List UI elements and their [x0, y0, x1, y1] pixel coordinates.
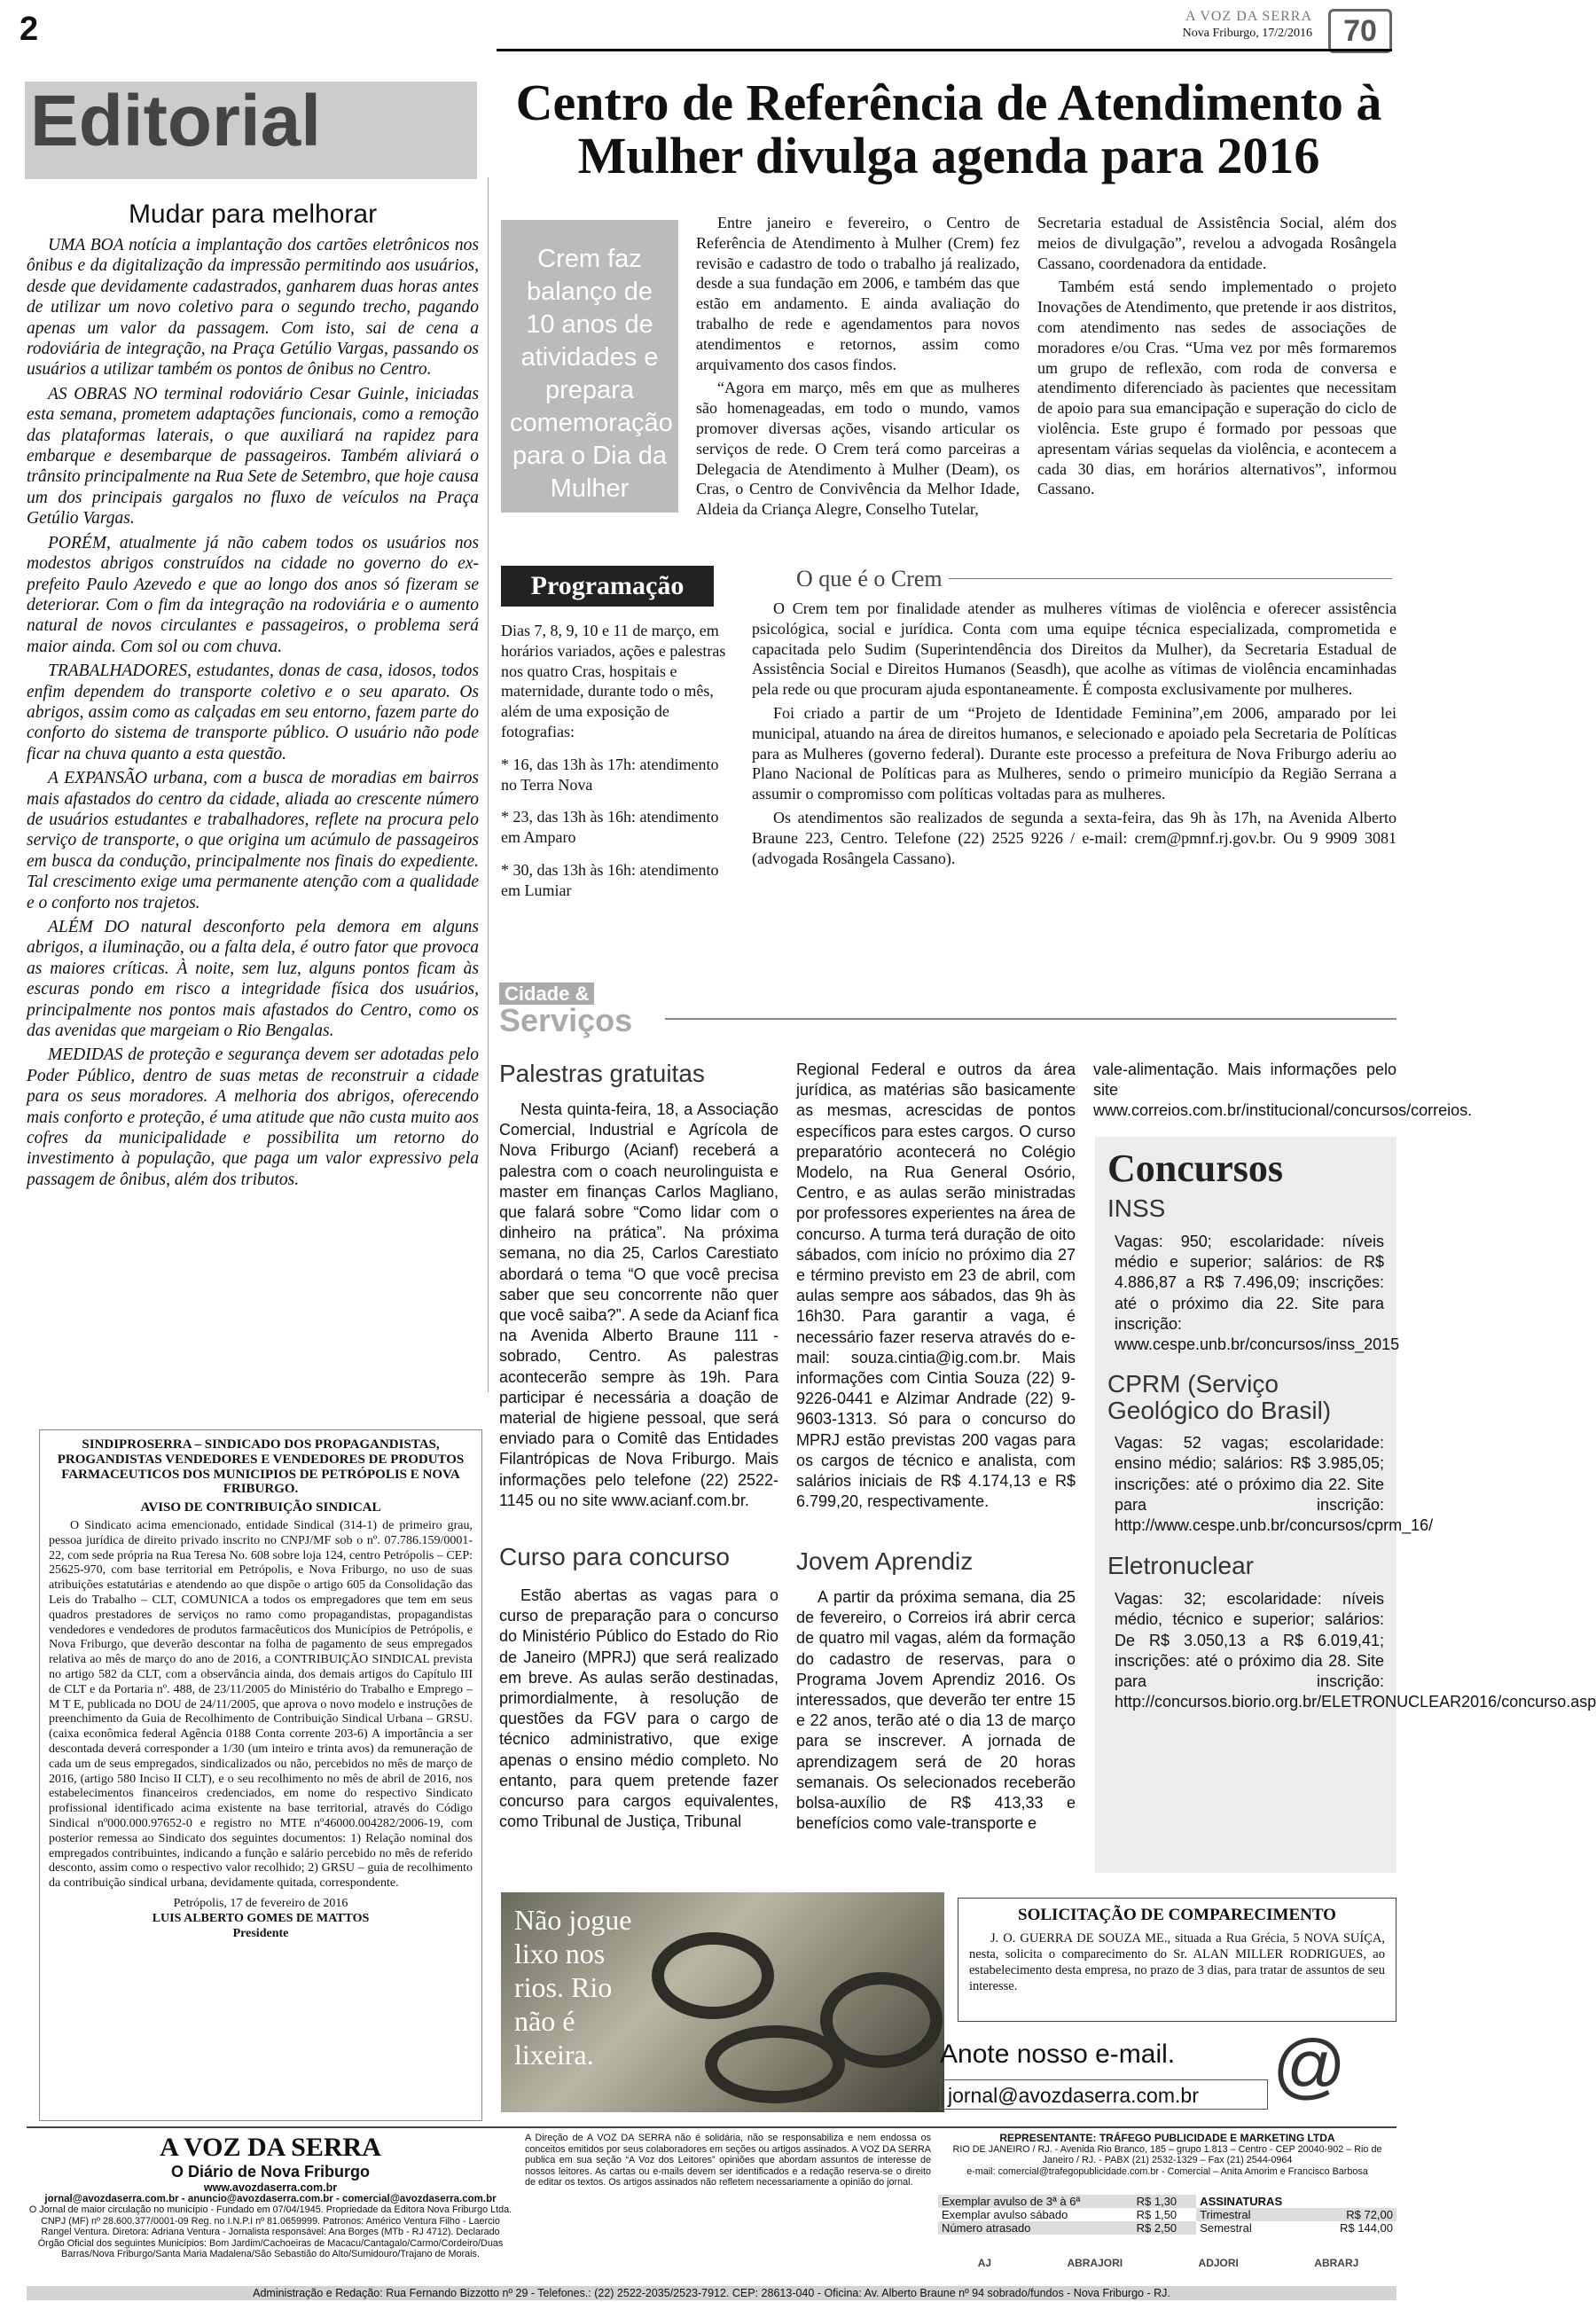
contact-email[interactable]: jornal@avozdaserra.com.br — [940, 2079, 1268, 2110]
representante-title: REPRESENTANTE: TRÁFEGO PUBLICIDADE E MARKETING LTDA — [999, 2132, 1335, 2144]
programacao-item: * 16, das 13h às 17h: atendimento no Terra Nova — [501, 755, 719, 794]
tire-shape — [820, 1972, 943, 2068]
concurso-name: INSS — [1107, 1194, 1166, 1222]
editorial-paragraph: TRABALHADORES, estudantes, donas de casa, idosos, todos enfim dependem do transporte coletivo e o seu aparato. Os abrigos, assim como as calçadas em seu entorno, fazem parte do conforto do sistema de transporte público. O usuário não pode ficar na chuva quanto a esta questão. — [27, 662, 479, 763]
paper-name: A VOZ DA SERRA — [1185, 9, 1312, 24]
article-headline: Centro de Referência de Atendimento à Mulher divulga agenda para 2016 — [515, 74, 1382, 184]
oque-title: O que é o Crem — [796, 566, 943, 591]
solicitacao-title: SOLICITAÇÃO DE COMPARECIMENTO — [1018, 1906, 1336, 1924]
footer-subtitle: O Diário de Nova Friburgo — [170, 2163, 371, 2181]
abrarj-logo: ABRARJ — [1314, 2257, 1359, 2269]
footer-rule — [27, 2126, 1396, 2128]
editorial-paragraph: AS OBRAS NO terminal rodoviário Cesar Guinle, iniciadas esta semana, prometem adaptações funcionais, como a remoção das plataformas laterais, o que auxiliará na rapidez para embarque e desembarque de passageiros. Também aliviará o trânsito principalmente na Rua Sete de Setembro, que hoje causa um dos principais gargalos no fluxo de veículos na Praça Getúlio Vargas. — [27, 384, 479, 529]
servicos-section-header — [499, 983, 1396, 1038]
price-row — [938, 2195, 1396, 2208]
footer-site[interactable]: www.avozdaserra.com.br — [203, 2181, 338, 2194]
concurso-name: Eletronuclear — [1107, 1552, 1254, 1580]
article-paragraph: Também está sendo implementado o projeto Inovações de Atendimento, que pretende ir aos distritos, com atendimento nas sedes de associações de moradores e/ou Cras. “Uma vez por mês formaremos um grupo de reflexão, com roda de conversa e atendimento diferenciado às pacientes que necessitam de apoio para sua emancipação e superação do ciclo de violência. Este grupo é formado por pessoas que apresentam várias sequelas da violência, e acontecem a cada 30 dias, em horários alternativos”, informou Cassano. — [1037, 278, 1396, 498]
concurso-text: Vagas: 32; escolaridade: níveis médio, técnico e superior; salários: De R$ 3.050,13 a R$ 6.019,41; inscrições: até o próximo dia 28. Site para inscrição: http://concursos.biorio.org.br/ELETRONUCLEAR2016/concurso.asp — [1115, 1590, 1596, 1711]
prices-table — [938, 2195, 1396, 2235]
assinaturas-title: ASSINATURAS — [1200, 2195, 1283, 2208]
sindicato-notice — [39, 1429, 482, 2121]
concursos-title: Concursos — [1107, 1147, 1284, 1190]
concurso-name: CPRM (Serviço Geológico do Brasil) — [1107, 1370, 1332, 1425]
oque-rule — [949, 578, 1392, 579]
association-logos — [940, 2257, 1396, 2269]
oque-paragraph: Os atendimentos são realizados de segunda a sexta-feira, das 9h às 17h, na Avenida Alberto Braune 223, Centro. Telefone (22) 2525 9226 / e-mail: crem@pmnf.rj.gov.br. Ou 9 9909 3081 (advogada Rosângela Cassano). — [752, 808, 1396, 867]
oque-paragraph: O Crem tem por finalidade atender as mulheres vítimas de violência e oferecer assistência psicológica, social e jurídica. Conta com uma equipe técnica especializada, comprometida e capacitada pelo Sudim (Superintendência dos Direitos da Mulher), da Secretaria Estadual de Assistência Social e Direitos Humanos (Seasdh), que acolhe as vítimas de violência encaminhadas pela rede ou que procuram ajuda espontaneamente. É composta exclusivamente por mulheres. — [752, 599, 1396, 699]
anote-label: Anote nosso e-mail. — [940, 2040, 1176, 2069]
servicos-kicker: Cidade & — [499, 983, 594, 1005]
price-label: Número atrasado — [938, 2221, 1133, 2235]
solicitacao-notice — [958, 1898, 1396, 2022]
price-value: R$ 1,30 — [1133, 2195, 1197, 2208]
footer-paper-name: A VOZ DA SERRA — [160, 2133, 381, 2162]
concurso-text: Vagas: 950; escolaridade: níveis médio e superior; salários: de R$ 4.886,87 a R$ 7.496,09; inscrições: até o próximo dia 22. Site para inscrição: www.cespe.unb.br/concursos/inss_2015 — [1115, 1233, 1400, 1354]
footer-bottom-bar: Administração e Redação: Rua Fernando Bizzotto nº 29 - Telefones.: (22) 2522-2035/2523-7912. CEP: 28613-040 - Oficina: Av. Alberto Braune nº 94 sobrado/fundos - Nova Friburgo - RJ. — [27, 2286, 1396, 2300]
campaign-image — [501, 1892, 944, 2112]
article-paragraph: Entre janeiro e fevereiro, o Centro de Referência de Atendimento à Mulher (Crem) fez revisão e cadastro de todo o trabalho já realizado, desde a sua fundação em 2006, e também das que estão em andamento. E ainda avaliação do trabalho de rede e agendamentos para novos atendimentos e retornos, assim como arquivamento dos casos findos. — [696, 214, 1020, 373]
assinatura-value: R$ 72,00 — [1316, 2208, 1396, 2221]
concurso-text: Vagas: 52 vagas; escolaridade: ensino médio; salários: R$ 3.985,05; inscrições: até o próximo dia 22. Site para inscrição: http://www.cespe.unb.br/concursos/cprm_16/ — [1115, 1434, 1434, 1535]
curso-text: Estão abertas as vagas para o curso de preparação para o concurso do Ministério Público do Estado do Rio de Janeiro (MPRJ) que será realizado em breve. As aulas serão destinadas, primordialmente, à resolução de questões da FGV para o cargo de técnico administrativo, que exige apenas o ensino médio completo. No entanto, para quem pretende fazer concurso para cargos equivalentes, como Tribunal de Justiça, Tribunal — [499, 1586, 778, 1831]
aj-logo: AJ — [977, 2257, 992, 2269]
price-value: R$ 1,50 — [1136, 2208, 1177, 2221]
sindicato-heading: SINDIPROSERRA – SINDICADO DOS PROPAGANDISTAS, PROGANDISTAS VENDEDORES E VENDEDORES DE PRODUTOS FARMACEUTICOS DOS MUNICIPIOS DE PETRÓPOLIS E NOVA FRIBURGO. — [57, 1437, 465, 1497]
sindicato-place-date: Petrópolis, 17 de fevereiro de 2016 — [173, 1896, 348, 1910]
palestras-title: Palestras gratuitas — [499, 1060, 705, 1087]
sindicato-subheading: AVISO DE CONTRIBUIÇÃO SINDICAL — [140, 1500, 381, 1515]
footer-disclaimer: A Direção de A VOZ DA SERRA não é solidária, não se responsabiliza e nem endossa os conceitos emitidos por seus colaboradores em seções ou artigos assinados. A VOZ DA SERRA publica em sua seção “A Voz dos Leitores” opiniões que abordam assuntos de interesse de nossos leitores. As cartas ou e-mails devem ser identificados e a redação reserva-se o direito de editar os textos. Os artigos assinados não refletem necessariamente a opinião do jornal. — [525, 2133, 931, 2188]
servicos-rule — [665, 1018, 1396, 1020]
servicos-col3-top — [1093, 1060, 1473, 1125]
concursos-box — [1095, 1137, 1596, 1873]
assinatura-value: R$ 144,00 — [1340, 2221, 1393, 2235]
price-label: Exemplar avulso de 3ª à 6ª — [938, 2195, 1133, 2208]
oque-paragraph: Foi criado a partir de um “Projeto de Identidade Feminina”,em 2006, amparado por lei municipal, atuando na área de direitos humanos, e selecionado e apoiado pela Secretaria de Políticas para as Mulheres (governo federal). Durante este processo a prefeitura de Nova Friburgo aderiu ao Plano Nacional de Políticas para as Mulheres, sendo o primeiro município da Região Serrana a assumir o compromisso com políticas voltadas para as mulheres. — [752, 703, 1396, 803]
jovem-body — [796, 1587, 1076, 1837]
column-divider — [488, 177, 489, 1392]
price-row — [938, 2221, 1396, 2235]
price-row — [938, 2208, 1396, 2221]
jovem-text: A partir da próxima semana, dia 25 de fevereiro, o Correios irá abrir cerca de quatro mil vagas, além da formação do cadastro de reservas, para o Programa Jovem Aprendiz 2016. Os interessados, que deverão ter entre 15 e 22 anos, terão até o dia 13 de março para se inscrever. A jornada de aprendizagem será de 20 horas semanais. Os selecionados receberão bolsa-auxílio de R$ 413,33 e benefícios como vale-transporte e — [796, 1588, 1076, 1833]
jovem-title: Jovem Aprendiz — [796, 1547, 974, 1575]
oque-body — [752, 599, 1396, 872]
at-sign-icon: @ — [1272, 2025, 1347, 2106]
correios-info: vale-alimentação. Mais informações pelo site www.correios.com.br/institucional/concursos/correios. — [1093, 1061, 1473, 1120]
assinatura-label: Semestral — [1200, 2221, 1252, 2235]
article-sidebar-text: Crem faz balanço de 10 anos de atividades e prepara comemoração para o Dia da Mulher — [510, 245, 673, 503]
palestras-body — [499, 1100, 778, 1515]
programacao-intro: Dias 7, 8, 9, 10 e 11 de março, em horários variados, ações e palestras nos quatro Cras, hospitais e maternidade, durante todo o mês, além de uma exposição de fotografias: — [501, 622, 726, 740]
footer-credits: O Jornal de maior circulação no município - Fundado em 07/04/1945. Propriedade da Editora Nova Friburgo Ltda. CNPJ (MF) nº 28.600.377/0001-09 Reg. no I.N.P.I nº 81.0659999. Patronos: Américo Ventura Filho - Laercio Rangel Ventura. Diretora: Adriana Ventura - Jornalista responsável: Ana Borges (MTb - RJ 4712). Declarado Órgão Oficial dos seguintes Municípios: Bom Jardim/Cachoeiras de Macacu/Cantagalo/Carmo/Cordeiro/Duas Barras/Nova Friburgo/Santa Maria Madalena/São Sebastião do Alto/Sumidouro/Trajano de Morais. — [28, 2204, 512, 2260]
article-col2 — [1037, 213, 1396, 503]
tire-shape — [652, 1932, 774, 2019]
representante-address: RIO DE JANEIRO / RJ. - Avenida Rio Branco, 185 – grupo 1.813 – Centro - CEP 20040-902 – Rio de Janeiro / RJ. - PABX (21) 2532-1329 – Fax (21) 2544-0964 — [952, 2143, 1382, 2166]
article-sidebar — [501, 220, 678, 513]
programacao-body — [501, 621, 727, 904]
sindicato-signer: LUIS ALBERTO GOMES DE MATTOS — [152, 1911, 370, 1925]
solicitacao-text: J. O. GUERRA DE SOUZA ME., situada a Rua Grécia, 5 NOVA SUÍÇA, nesta, solicita o comparecimento do Sr. ALAN MILLER RODRIGUES, ao estabelecimento desta empresa, no prazo de 3 dias, para tratar de assuntos de seu interesse. — [969, 1931, 1385, 1993]
editorial-title: Mudar para melhorar — [128, 200, 378, 229]
price-value: R$ 2,50 — [1133, 2221, 1197, 2235]
curso-body — [499, 1586, 778, 1836]
programacao-item: * 30, das 13h às 16h: atendimento em Lumiar — [501, 860, 719, 899]
page-date: Nova Friburgo, 17/2/2016 — [1182, 27, 1312, 40]
editorial-label: Editorial — [30, 81, 322, 161]
servicos-section-title: Serviços — [499, 1002, 633, 1038]
programacao-item: * 23, das 13h às 16h: atendimento em Amparo — [501, 808, 719, 847]
representante-email: e-mail: comercial@trafegopublicidade.com.br - Comercial – Anita Amorim e Francisco Barbosa — [966, 2165, 1368, 2177]
footer-representative — [938, 2133, 1396, 2177]
editorial-banner — [25, 82, 477, 179]
page-number: 2 — [20, 11, 39, 48]
editorial-paragraph: MEDIDAS de proteção e segurança devem ser adotadas pelo Poder Público, dentro de suas metas de reconstruir a cidade para os seus moradores. A melhoria dos abrigos, oferecendo mais conforto e proteção, é uma atitude que não custa muito aos cofres da municipalidade e possibilita um retorno do investimento à população, que paga um valor expressivo pela passagem de ônibus, além dos tributos. — [27, 1045, 479, 1189]
palestras-text: Nesta quinta-feira, 18, a Associação Comercial, Industrial e Agrícola de Nova Friburgo (Acianf) receberá a palestra com o coach neurolinguista e master em finanças Carlos Magliano, que falará sobre “Como lidar com o dinheiro na prática”. Na próxima semana, no dia 25, Carlos Carestiato abordará o tema “O que você precisa saber que seu concorrente não quer que você saiba?”. A sede da Acianf fica na Avenida Alberto Braune 111 - sobrado, Centro. As palestras acontecerão sempre às 19h. Para participar é necessária a doação de material de higiene pessoal, que será enviado para o Comitê das Entidades Filantrópicas de Nova Friburgo. Mais informações pelo telefone (22) 2522-1145 ou no site www.acianf.com.br. — [499, 1100, 778, 1509]
campaign-text: Não jogue lixo nos rios. Rio não é lixeira. — [514, 1904, 632, 2071]
adjori-logo: ADJORI — [1198, 2257, 1239, 2269]
anniversary-logo: 70 — [1328, 9, 1392, 53]
editorial-paragraph: ALÉM DO natural desconforto pela demora em alguns abrigos, a iluminação, ou a falta dela, é outro fator que provoca as maiores críticas. À noite, sem luz, alguns pontos ficam às escuras pondo em risco a integridade física dos usuários, principalmente nos pontos mais afastados do Centro, como os das avenidas que margeiam o Rio Bengalas. — [27, 918, 479, 1041]
price-label: Exemplar avulso sábado — [942, 2208, 1068, 2221]
editorial-paragraph: A EXPANSÃO urbana, com a busca de moradias em bairros mais afastados do centro da cidade, aliada ao crescente número de usuários estudantes e trabalhadores, reflete na procura pelo serviço de transporte, o que origina um acúmulo de passageiros em busca da condução, principalmente nos finais do expediente. Tal crescimento exige uma permanente atenção com a qualidade e o conforto nos trajetos. — [27, 769, 479, 912]
abrajori-logo: ABRAJORI — [1067, 2257, 1123, 2269]
footer-emails: jornal@avozdaserra.com.br - anuncio@avozdaserra.com.br - comercial@avozdaserra.com.br — [44, 2194, 497, 2204]
sindicato-body: O Sindicato acima emencionado, entidade Sindical (314-1) de primeiro grau, pessoa jurídica de direito privado inscrito no CNPJ/MF sob o nº. 07.786.159/0001-22, com sede própria na Rua Teresa No. 608 sobre loja 124, centro Petrópolis – CEP: 25625-970, com base territorial em Petrópolis, e Nova Friburgo, no uso de suas atribuições estatutárias e atendendo ao que dispõe o artigo 605 da Consolidação das Leis do Trabalho – CLT, COMUNICA a todos os empregadores que tem em seus quadros prestadores de serviços no ramo como propagandistas, propagandistas vendedores e vendedores de produtos farmacêuticos dos Municípios de Petrópolis, e Nova Friburgo, que deverão descontar na folha de pagamento de seus empregados relativa ao mês de março do ano de 2016, a CONTRIBUIÇÃO SINDICAL prevista no artigo 582 da CLT, com a observância ainda, dos demais artigos do Capítulo III de CLT e da Portaria nº. 488, de 23/11/2005 do Ministério do Trabalho e Emprego – M T E, publicada no DOU de 24/11/2005, que aprova o novo modelo e instruções de preenchimento da Guia de Recolhimento de Contribuição Sindical Urbana – GRSU.(caixa econômica federal Agência 0188 Conta corrente 203-6) A importância a ser descontada deverá corresponder a 1/30 (um inteiro e trinta avos) da remuneração de cada um de seus empregados, sindicalizados ou não, percebidos no mês de março de 2016, (artigo 580 Inciso II CLT), e o seu recolhimento no mês de abril de 2016, nos estabelecimentos financeiros credenciados, em nome do respectivo Sindicato profissional identificado acima existente na base territorial, através do Código Sindical nº000.000.97652-0 e registro no MTE nº46000.004282/2006-19, com posterior remessa ao Sindicato dos seguintes documentos: 1) Relação nominal dos empregados contribuintes, indicando a função e salário percebido no mês de referido desconto, assim como o respectivo valor recolhido; 2) GRSU – guia de recolhimento da contribuição sindical urbana, devidamente quitada, correspondente. — [49, 1518, 473, 1891]
editorial-paragraph: UMA BOA notícia a implantação dos cartões eletrônicos nos ônibus e da digitalização da impressão permitindo aos usuários, desde que devidamente cadastrados, ganharem duas horas antes de utilizar um novo coletivo para o segundo trecho, pagando apenas um valor da passagem. Com isto, sai de cena a rodoviária de integração, na Praça Getúlio Vargas, passando os usuários a utilizar também os pontos de ônibus no Centro. — [27, 236, 479, 380]
curso-title: Curso para concurso — [499, 1543, 730, 1570]
header-rule — [497, 49, 1392, 51]
curso-continued-text: Regional Federal e outros da área jurídica, as matérias são basicamente as mesmas, acrescidas de pontos específicos para estes cargos. O curso preparatório acontecerá no Colégio Modelo, na Rua General Osório, Centro, e as aulas serão ministradas por professores experientes na área de concurso. A turma terá duração de oito sábados, com início no próximo dia 27 e término previsto em 23 de abril, com aulas sempre aos sábados, das 9h às 16h30. Para garantir a vaga, é necessário fazer reserva através do e-mail: souza.cintia@ig.com.br. Mais informações com Cintia Souza (22) 9-9226-0441 e Alzimar Andrade (22) 9-9603-1313. Só para o concurso do MPRJ estão previstas 200 vagas para os cargos de técnico e analista, com salários iniciais de R$ 4.174,13 e R$ 6.799,20, respectivamente. — [796, 1061, 1076, 1511]
servicos-col2 — [796, 1060, 1076, 1515]
editorial-body — [27, 235, 479, 1194]
article-col1 — [696, 213, 1020, 523]
article-paragraph: Secretaria estadual de Assistência Social, além dos meios de divulgação”, revelou a advogada Rosângela Cassano, coordenadora da entidade. — [1037, 214, 1396, 272]
editorial-paragraph: PORÉM, atualmente já não cabem todos os usuários nos modestos abrigos construídos na cidade no governo do ex-prefeito Paulo Azevedo e que ao longo dos anos só fizeram se deteriorar. Com o fim da integração na rodoviária e o aumento natural de novos circulantes e passageiros, o problema será maior ainda. Com sol ou com chuva. — [27, 533, 479, 656]
sindicato-signer-role: Presidente — [232, 1926, 289, 1940]
programacao-title: Programação — [501, 566, 714, 607]
assinatura-label: Trimestral — [1196, 2208, 1316, 2221]
article-paragraph: “Agora em março, mês em que as mulheres são homenageadas, em todo o mundo, vamos promover diversas ações, visando articular os serviços de rede. O Crem terá como parceiras a Delegacia de Atendimento à Mulher (Deam), os Cras, o Centro de Convivência da Melhor Idade, Aldeia da Criança Alegre, Conselho Tutelar, — [696, 379, 1020, 519]
footer-masthead — [27, 2133, 514, 2260]
